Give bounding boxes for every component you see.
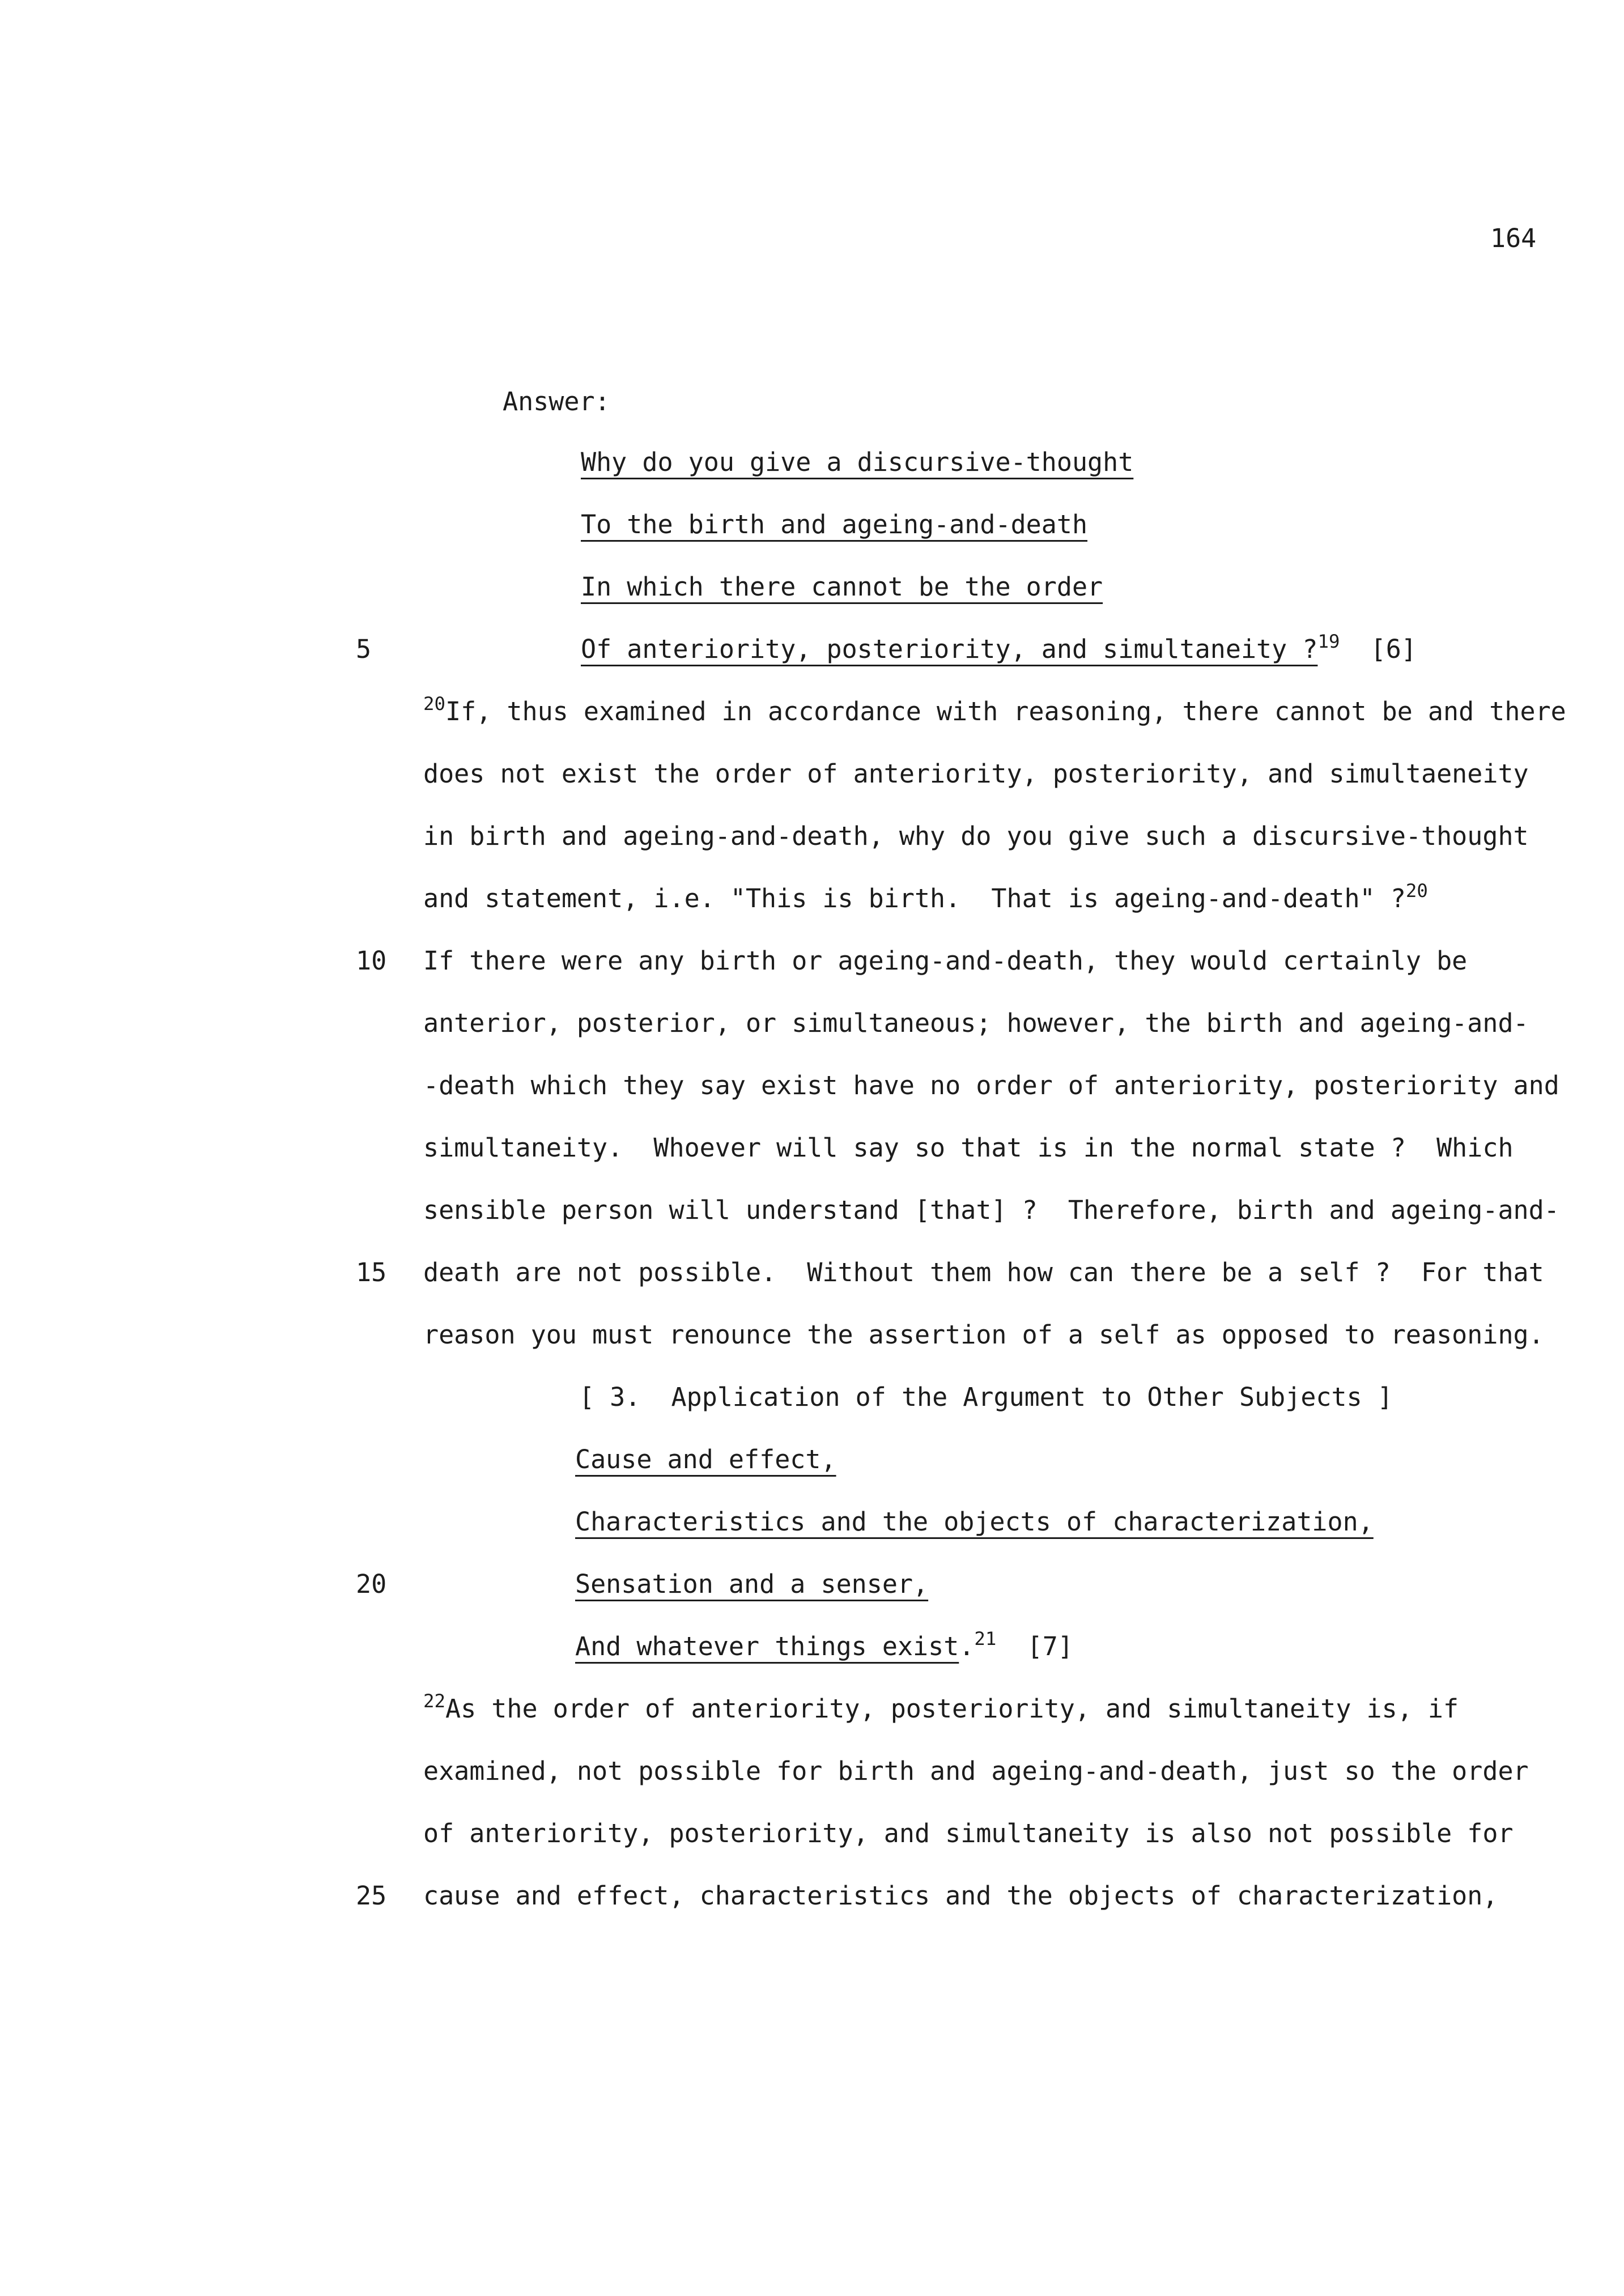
footnote-ref-19: 19 (1317, 631, 1340, 653)
verse-6-line-1: Why do you give a discursive-thought (581, 447, 1134, 477)
line-number: 10 (356, 946, 387, 976)
commentary-1-line-9: sensible person will understand [that] ? Therefore, birth and ageing-and- (423, 1195, 1559, 1225)
line-number: 25 (356, 1881, 387, 1911)
verse-7-line-4: And whatever things exist.$^{21}$ [7] (575, 1628, 1073, 1661)
commentary-1-line-7: -death which they say exist have no order of anteriority, posteriority and (423, 1070, 1559, 1100)
commentary-2-line-1: $^{22}$As the order of anteriority, posteriority, and simultaneity is, if (423, 1690, 1459, 1724)
commentary-2-line-4: cause and effect, characteristics and the objects of characterization, (423, 1881, 1498, 1911)
section-heading: [ 3. Application of the Argument to Other Subjects ] (579, 1382, 1393, 1412)
page-number: 164 (1490, 223, 1537, 253)
answer-label: Answer: (503, 386, 610, 416)
verse-number-6: [6] (1370, 634, 1417, 664)
commentary-2-line-2: examined, not possible for birth and ageing-and-death, just so the order (423, 1756, 1529, 1786)
footnote-close-20: 20 (1405, 880, 1428, 902)
commentary-1-line-11: reason you must renounce the assertion of a self as opposed to reasoning. (423, 1320, 1544, 1350)
commentary-1-line-5: If there were any birth or ageing-and-death, they would certainly be (423, 946, 1468, 976)
verse-7-line-2: Characteristics and the objects of characterization, (575, 1507, 1374, 1537)
commentary-1-line-3: in birth and ageing-and-death, why do you give such a discursive-thought (423, 821, 1529, 851)
commentary-1-line-1: $^{20}$If, thus examined in accordance with reasoning, there cannot be and there (423, 693, 1566, 726)
verse-6-line-3: In which there cannot be the order (581, 572, 1103, 602)
commentary-1-line-8: simultaneity. Whoever will say so that is in the normal state ? Which (423, 1133, 1514, 1163)
line-number: 20 (356, 1569, 387, 1599)
commentary-2-line-3: of anteriority, posteriority, and simultaneity is also not possible for (423, 1818, 1514, 1848)
verse-number-7: [7] (1027, 1631, 1073, 1661)
verse-6-line-4-text: Of anteriority, posteriority, and simultaneity ? (581, 634, 1318, 664)
footnote-open-22: 22 (423, 1690, 446, 1712)
commentary-1-line-10: death are not possible. Without them how can there be a self ? For that (423, 1257, 1544, 1287)
line-number: 15 (356, 1257, 387, 1287)
verse-7-line-4-text: And whatever things exist (575, 1631, 959, 1661)
verse-6-line-2: To the birth and ageing-and-death (581, 509, 1088, 539)
footnote-open-20: 20 (423, 693, 446, 715)
commentary-1-line-4: and statement, i.e. "This is birth. That is ageing-and-death" ?$^{20}$ (423, 880, 1428, 913)
verse-6-line-4 (581, 631, 1417, 664)
verse-7-line-3: Sensation and a senser, (575, 1569, 929, 1599)
footnote-ref-21: 21 (974, 1628, 997, 1650)
line-number: 5 (356, 634, 372, 664)
commentary-1-line-6: anterior, posterior, or simultaneous; however, the birth and ageing-and- (423, 1008, 1529, 1038)
commentary-1-line-2: does not exist the order of anteriority, posteriority, and simultaeneity (423, 759, 1529, 789)
verse-7-line-1: Cause and effect, (575, 1444, 836, 1474)
